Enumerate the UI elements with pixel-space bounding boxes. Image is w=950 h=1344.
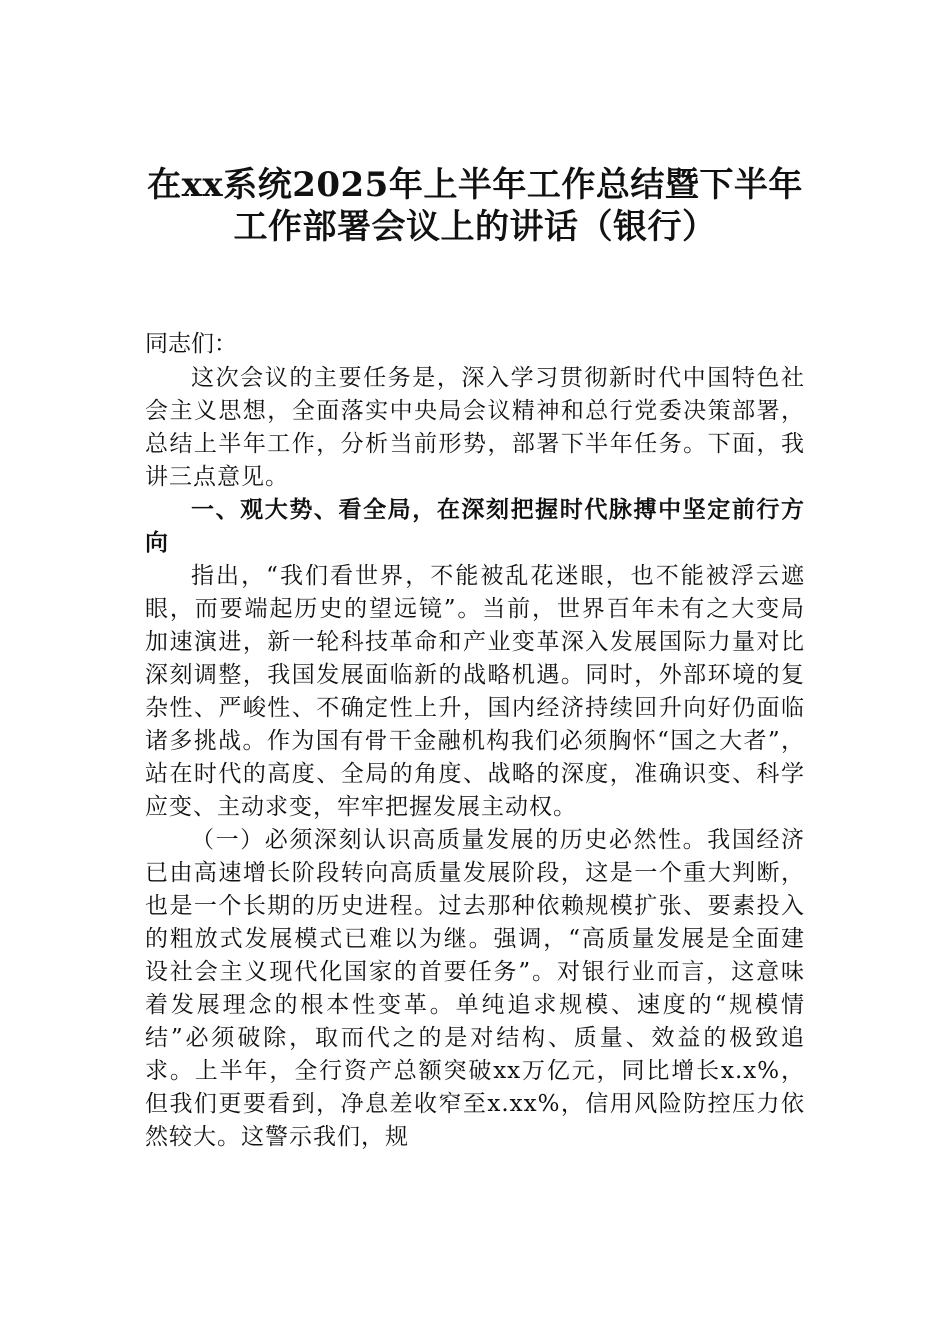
paragraph-situation: 指出，“我们看世界，不能被乱花迷眼，也不能被浮云遮眼，而要端起历史的望远镜”。当前，世界百年未有之大变局加速演进，新一轮科技革命和产业变革深入发展国际力量对比深刻调整，我国发展面临新的战略机遇。同时，外部环境的复杂性、严峻性、不确定性上升，国内经济持续回升向好仍面临诸多挑战。作为国有骨干金融机构我们必须胸怀“国之大者”，站在时代的高度、全局的角度、战略的深度，准确识变、科学应变、主动求变，牢牢把握发展主动权。 xyxy=(145,563,805,820)
document-title-line-2: 工作部署会议上的讲话（银行） xyxy=(233,207,717,247)
document-title-line-1: 在xx系统2025年上半年工作总结暨下半年 xyxy=(147,165,803,205)
section-heading-1: 一、观大势、看全局，在深刻把握时代脉搏中坚定前行方向 xyxy=(145,497,805,556)
document-body xyxy=(145,362,805,1154)
paragraph-subsection-1: （一）必须深刻认识高质量发展的历史必然性。我国经济已由高速增长阶段转向高质量发展阶段，这是一个重大判断，也是一个长期的历史进程。过去那种依赖规模扩张、要素投入的粗放式发展模式已难以为继。强调，“高质量发展是全面建设社会主义现代化国家的首要任务”。对银行业而言，这意味着发展理念的根本性变革。单纯追求规模、速度的“规模情结”必须破除，取而代之的是对结构、质量、效益的极致追求。上半年，全行资产总额突破xx万亿元，同比增长x.x%，但我们更要看到，净息差收窄至x.xx%，信用风险防控压力依然较大。这警示我们，规 xyxy=(145,827,805,1150)
paragraph-intro: 这次会议的主要任务是，深入学习贯彻新时代中国特色社会主义思想，全面落实中央局会议精神和总行党委决策部署，总结上半年工作，分析当前形势，部署下半年任务。下面，我讲三点意见。 xyxy=(145,365,805,490)
salutation: 同志们： xyxy=(145,331,237,357)
